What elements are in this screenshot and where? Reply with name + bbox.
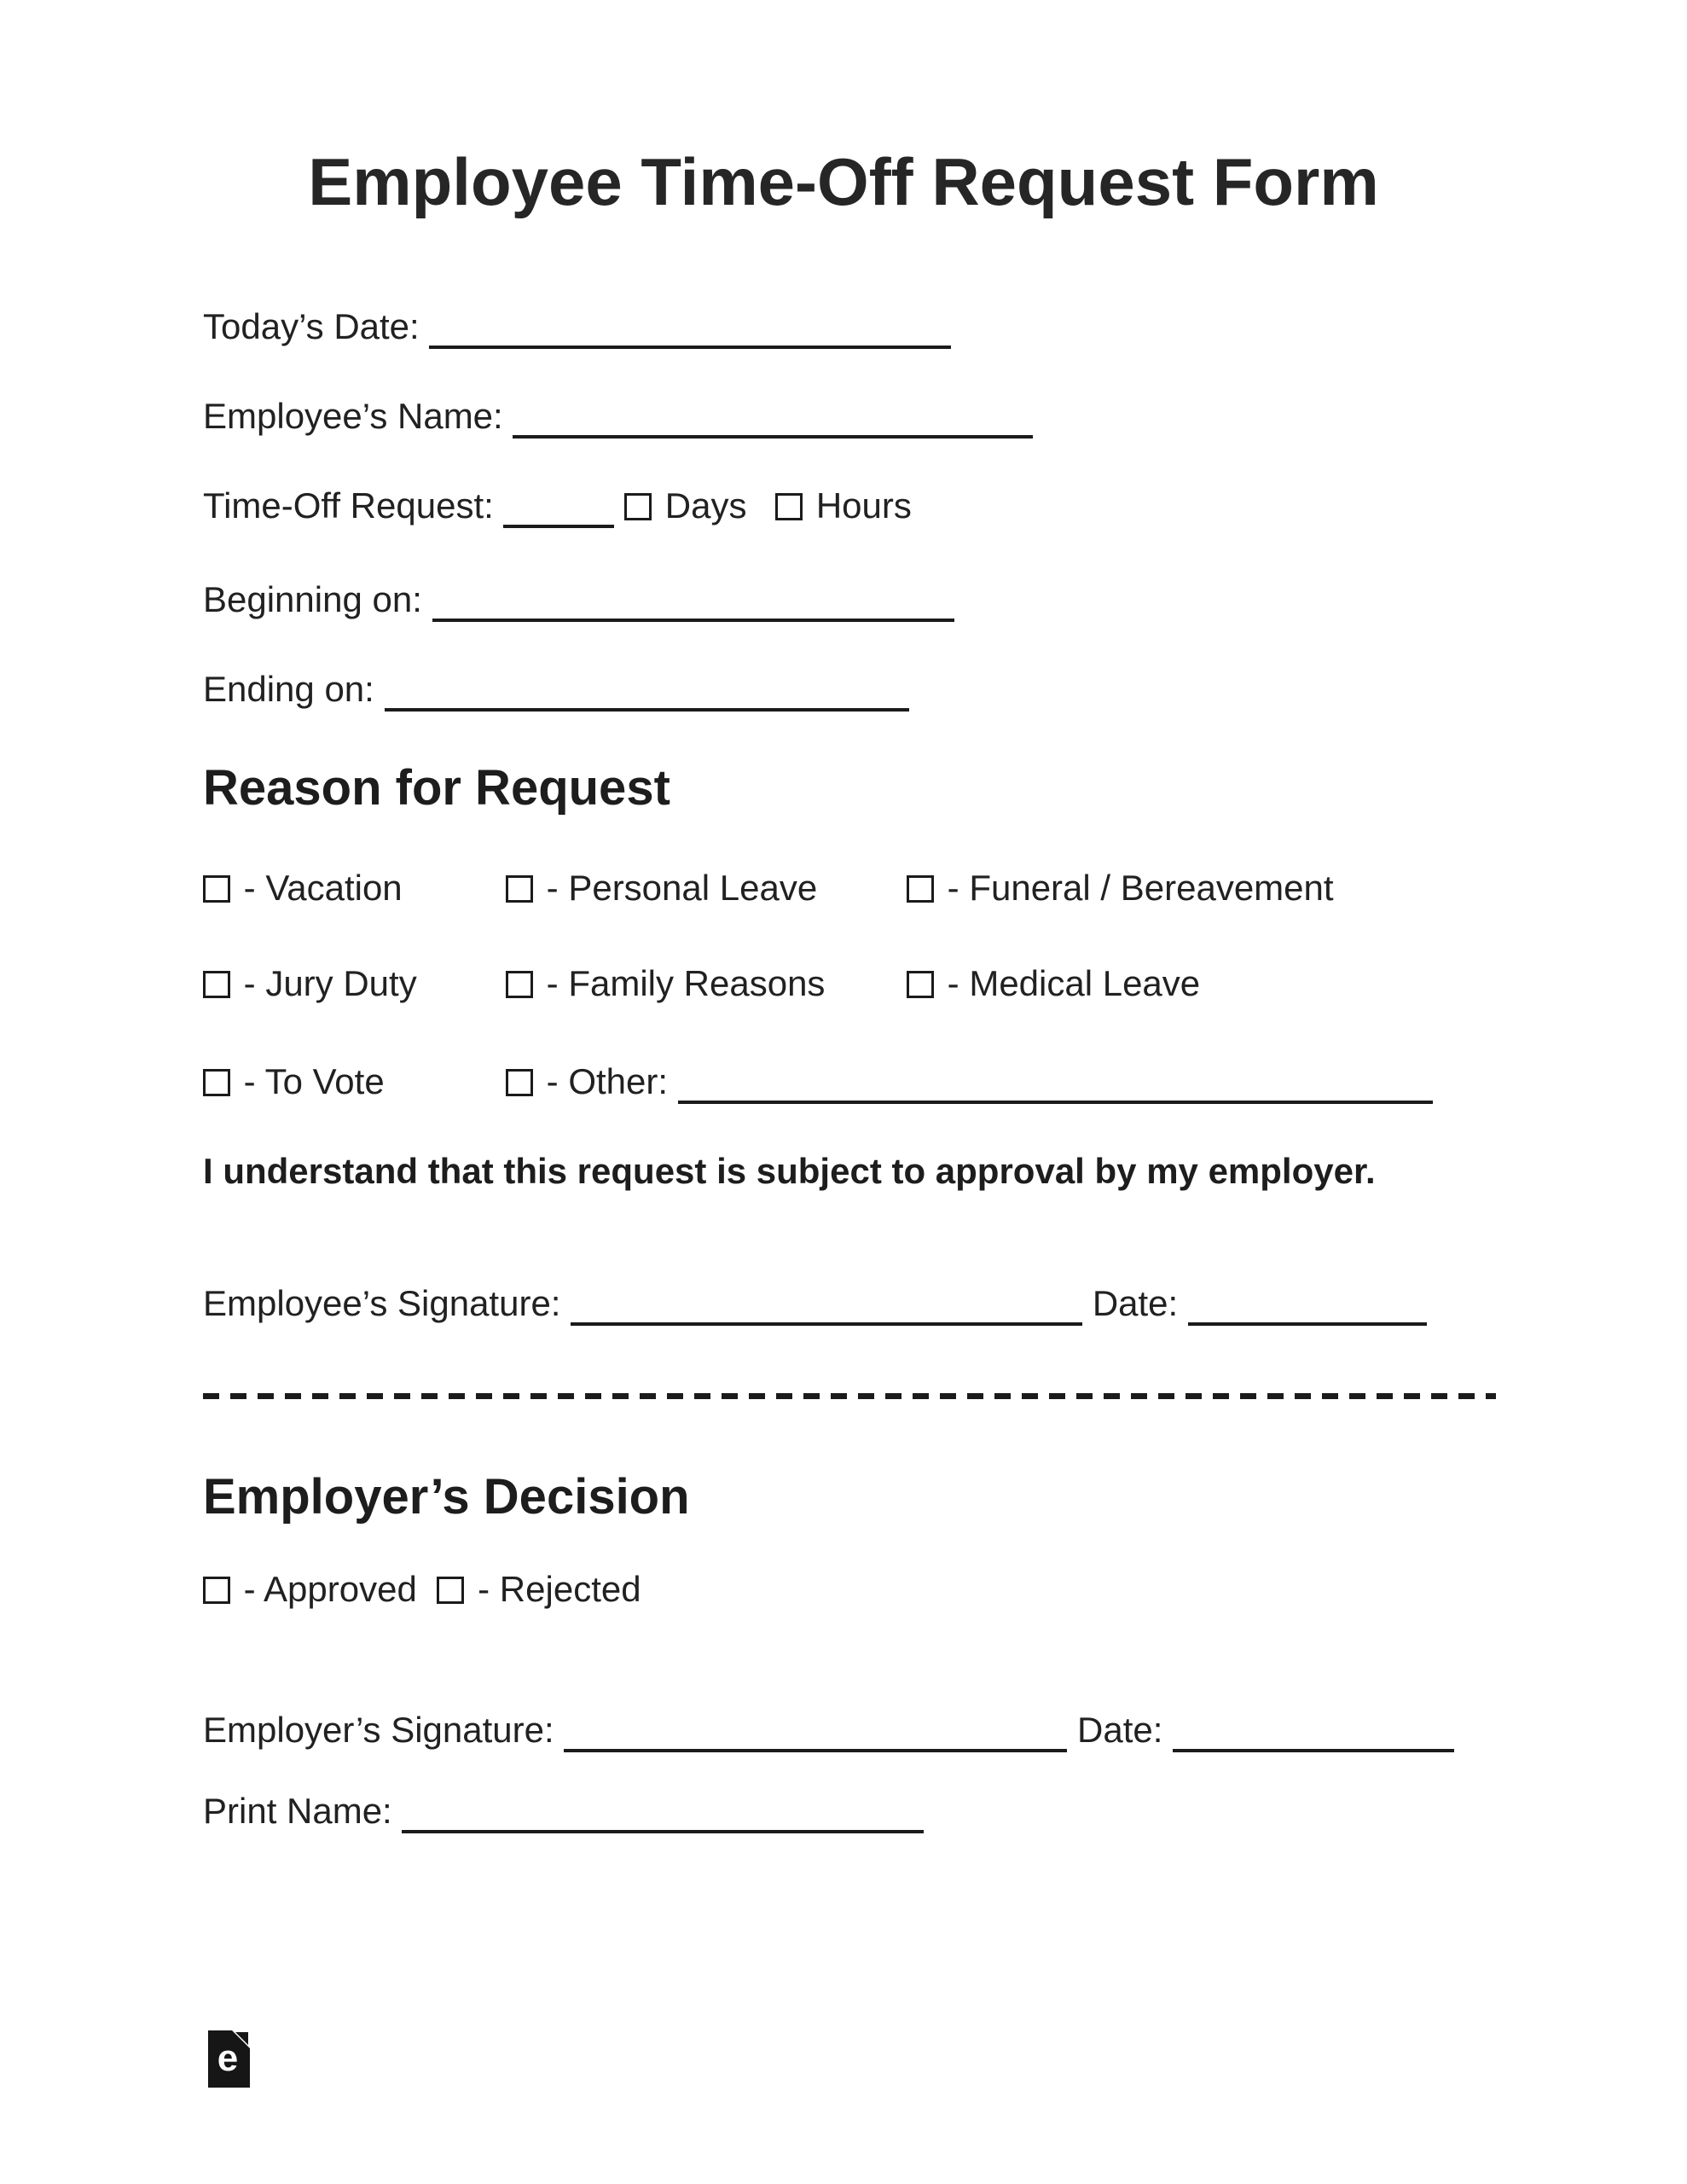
hours-label: Hours — [815, 485, 912, 526]
reason-option-funeral — [907, 867, 1334, 909]
reason-option-medical-leave — [907, 962, 1200, 1005]
section-heading-reason: Reason for Request — [203, 760, 670, 816]
reason-option-vacation — [203, 867, 506, 909]
medical-leave-label: - Medical Leave — [947, 963, 1201, 1003]
checkbox-medical-leave[interactable] — [907, 971, 934, 998]
section-heading-decision: Employer’s Decision — [203, 1469, 690, 1525]
ending-on-label: Ending on: — [203, 669, 374, 709]
reason-row-1 — [203, 867, 1334, 909]
other-fill-line[interactable] — [678, 1101, 1433, 1104]
employer-signature-fill-line[interactable] — [564, 1749, 1067, 1752]
employer-signature-label: Employer’s Signature: — [203, 1710, 554, 1750]
checkbox-hours[interactable] — [775, 493, 803, 520]
checkbox-days[interactable] — [624, 493, 652, 520]
eforms-document-icon — [208, 2030, 250, 2088]
reason-option-jury-duty — [203, 962, 506, 1005]
employer-date-fill-line[interactable] — [1173, 1749, 1454, 1752]
to-vote-label: - To Vote — [243, 1061, 385, 1101]
print-name-row — [203, 1790, 924, 1833]
field-row-todays-date — [203, 305, 951, 349]
vacation-label: - Vacation — [243, 868, 403, 908]
checkbox-rejected[interactable] — [437, 1577, 464, 1604]
employee-date-fill-line[interactable] — [1188, 1322, 1427, 1326]
personal-leave-label: - Personal Leave — [546, 868, 818, 908]
field-row-employee-name — [203, 395, 1033, 439]
print-name-fill-line[interactable] — [402, 1830, 924, 1833]
time-off-request-label: Time-Off Request: — [203, 485, 494, 526]
reason-option-other — [506, 1060, 1433, 1104]
todays-date-label: Today’s Date: — [203, 306, 420, 346]
funeral-bereavement-label: - Funeral / Bereavement — [947, 868, 1334, 908]
checkbox-family-reasons[interactable] — [506, 971, 533, 998]
checkbox-other[interactable] — [506, 1069, 533, 1096]
reason-option-to-vote — [203, 1060, 506, 1104]
checkbox-vacation[interactable] — [203, 875, 230, 903]
employee-date-label: Date: — [1092, 1283, 1179, 1323]
other-label: - Other: — [546, 1061, 669, 1101]
decision-options-row — [203, 1568, 641, 1611]
page-title: Employee Time-Off Request Form — [308, 144, 1379, 219]
checkbox-to-vote[interactable] — [203, 1069, 230, 1096]
employer-date-label: Date: — [1077, 1710, 1163, 1750]
approved-label: - Approved — [243, 1569, 417, 1609]
reason-row-2 — [203, 962, 1200, 1005]
employer-signature-row — [203, 1709, 1454, 1752]
reason-option-family-reasons — [506, 962, 907, 1005]
family-reasons-label: - Family Reasons — [546, 963, 826, 1003]
checkbox-approved[interactable] — [203, 1577, 230, 1604]
logo-letter: e — [217, 2037, 239, 2079]
todays-date-fill-line[interactable] — [429, 346, 951, 349]
checkbox-jury-duty[interactable] — [203, 971, 230, 998]
employee-signature-fill-line[interactable] — [571, 1322, 1082, 1326]
employee-name-fill-line[interactable] — [513, 435, 1033, 439]
checkbox-personal-leave[interactable] — [506, 875, 533, 903]
reason-option-personal-leave — [506, 867, 907, 909]
field-row-beginning-on — [203, 578, 954, 622]
approval-statement: I understand that this request is subject to approval by my employer. — [203, 1151, 1376, 1191]
checkbox-funeral-bereavement[interactable] — [907, 875, 934, 903]
dashed-divider — [203, 1393, 1496, 1399]
employee-signature-label: Employee’s Signature: — [203, 1283, 561, 1323]
jury-duty-label: - Jury Duty — [243, 963, 417, 1003]
days-label: Days — [664, 485, 747, 526]
print-name-label: Print Name: — [203, 1791, 392, 1831]
ending-on-fill-line[interactable] — [385, 708, 909, 712]
employee-name-label: Employee’s Name: — [203, 396, 503, 436]
reason-row-3 — [203, 1060, 1433, 1104]
employee-signature-row — [203, 1282, 1427, 1326]
field-row-ending-on — [203, 668, 909, 712]
time-off-amount-fill-line[interactable] — [503, 525, 614, 528]
beginning-on-fill-line[interactable] — [432, 619, 954, 622]
field-row-time-off-request — [203, 485, 912, 528]
beginning-on-label: Beginning on: — [203, 579, 422, 619]
rejected-label: - Rejected — [478, 1569, 641, 1609]
